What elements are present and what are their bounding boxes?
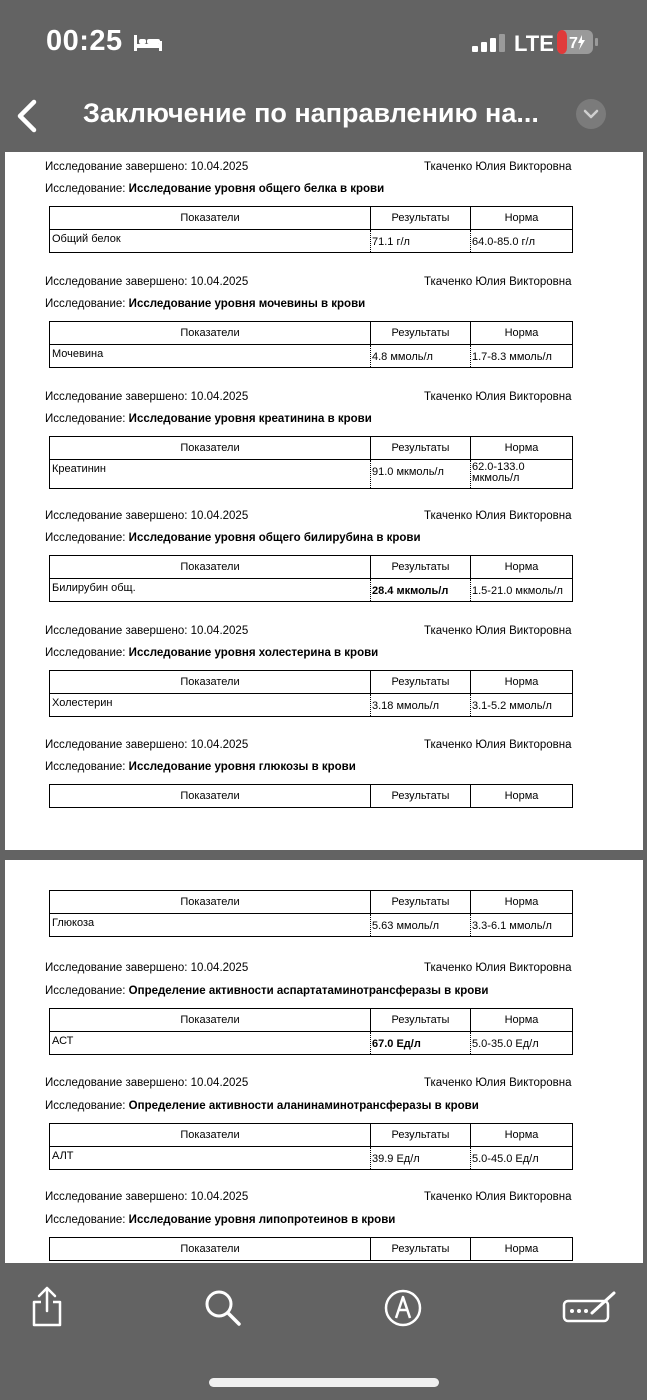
- back-button[interactable]: [10, 94, 46, 138]
- completion-date: Исследование завершено: 10.04.2025: [45, 962, 249, 974]
- results-table: [49, 1123, 573, 1170]
- network-type: LTE: [514, 31, 554, 56]
- col-indicators-header: Показатели: [180, 212, 240, 224]
- doctor-name: Ткаченко Юлия Викторовна: [424, 276, 572, 288]
- study-title: Исследование: Определение активности аспартатаминотрансферазы в крови: [45, 985, 489, 997]
- study-title: Исследование: Исследование уровня липопротеинов в крови: [45, 1214, 396, 1226]
- norm-cell: 62.0-133.0 мкмоль/л: [472, 461, 525, 484]
- doctor-name: Ткаченко Юлия Викторовна: [424, 391, 572, 403]
- completion-date: Исследование завершено: 10.04.2025: [45, 161, 249, 173]
- indicator-cell: Мочевина: [52, 348, 104, 360]
- results-table: [49, 206, 573, 253]
- col-norm-header: Норма: [504, 561, 539, 573]
- results-table: [49, 1008, 573, 1055]
- completion-date: Исследование завершено: 10.04.2025: [45, 510, 249, 522]
- completion-date: Исследование завершено: 10.04.2025: [45, 1077, 249, 1089]
- norm-cell: 3.1-5.2 ммоль/л: [472, 700, 552, 712]
- norm-cell: 3.3-6.1 ммоль/л: [472, 920, 552, 932]
- col-norm-header: Норма: [504, 442, 539, 454]
- sleep-focus-icon: [133, 31, 163, 53]
- col-indicators-header: Показатели: [180, 676, 240, 688]
- indicator-cell: Креатинин: [52, 463, 106, 475]
- col-results-header: Результаты: [391, 1014, 450, 1026]
- table-row: [50, 345, 572, 367]
- indicator-cell: АЛТ: [52, 1150, 74, 1162]
- completion-date: Исследование завершено: 10.04.2025: [45, 391, 249, 403]
- study-title: Исследование: Исследование уровня общего билирубина в крови: [45, 532, 421, 544]
- page-title: Заключение по направлению на...: [83, 98, 539, 128]
- navigation-bar: [0, 90, 647, 152]
- results-table: [49, 890, 573, 937]
- result-cell: 39.9 Ед/л: [372, 1153, 420, 1165]
- doctor-name: Ткаченко Юлия Викторовна: [424, 510, 572, 522]
- col-results-header: Результаты: [391, 1243, 450, 1255]
- chevron-down-icon: [576, 99, 606, 129]
- search-icon[interactable]: [203, 1288, 243, 1328]
- norm-cell: 5.0-35.0 Ед/л: [472, 1038, 539, 1050]
- col-indicators-header: Показатели: [180, 1129, 240, 1141]
- norm-cell: 1.7-8.3 ммоль/л: [472, 351, 552, 363]
- battery-icon: [557, 30, 599, 54]
- norm-cell: 5.0-45.0 Ед/л: [472, 1153, 539, 1165]
- col-norm-header: Норма: [504, 1014, 539, 1026]
- col-norm-header: Норма: [504, 1129, 539, 1141]
- document-page-1: [5, 152, 643, 850]
- study-title: Исследование: Исследование уровня креатинина в крови: [45, 413, 372, 425]
- table-row: [50, 579, 572, 601]
- results-table: [49, 436, 573, 489]
- col-indicators-header: Показатели: [180, 896, 240, 908]
- indicator-cell: Холестерин: [52, 697, 113, 709]
- table-row: [50, 460, 572, 488]
- col-norm-header: Норма: [504, 327, 539, 339]
- result-cell: 5.63 ммоль/л: [372, 920, 440, 932]
- table-row: [50, 230, 572, 252]
- col-norm-header: Норма: [504, 676, 539, 688]
- share-icon[interactable]: [28, 1285, 66, 1329]
- col-results-header: Результаты: [391, 327, 450, 339]
- completion-date: Исследование завершено: 10.04.2025: [45, 276, 249, 288]
- col-norm-header: Норма: [504, 790, 539, 802]
- status-time: 00:25: [46, 25, 123, 57]
- completion-date: Исследование завершено: 10.04.2025: [45, 1191, 249, 1203]
- col-results-header: Результаты: [391, 1129, 450, 1141]
- results-table: [49, 784, 573, 808]
- table-row: [50, 1032, 572, 1054]
- result-cell: 4.8 ммоль/л: [372, 351, 433, 363]
- status-bar: [0, 0, 647, 90]
- svg-text:7: 7: [569, 35, 578, 52]
- study-title: Исследование: Исследование уровня глюкозы в крови: [45, 761, 356, 773]
- col-results-header: Результаты: [391, 442, 450, 454]
- doctor-name: Ткаченко Юлия Викторовна: [424, 962, 572, 974]
- col-indicators-header: Показатели: [180, 1014, 240, 1026]
- result-cell: 91.0 мкмоль/л: [372, 466, 444, 478]
- study-title: Исследование: Исследование уровня мочевины в крови: [45, 298, 366, 310]
- col-results-header: Результаты: [391, 896, 450, 908]
- col-results-header: Результаты: [391, 790, 450, 802]
- study-title: Исследование: Определение активности аланинаминотрансферазы в крови: [45, 1100, 479, 1112]
- markup-icon[interactable]: [383, 1288, 423, 1328]
- col-indicators-header: Показатели: [180, 790, 240, 802]
- result-cell: 28.4 мкмоль/л: [372, 585, 449, 597]
- result-cell: 3.18 ммоль/л: [372, 700, 440, 712]
- results-table: [49, 555, 573, 602]
- table-row: [50, 694, 572, 716]
- completion-date: Исследование завершено: 10.04.2025: [45, 625, 249, 637]
- completion-date: Исследование завершено: 10.04.2025: [45, 739, 249, 751]
- document-page-2: [5, 860, 643, 1263]
- col-indicators-header: Показатели: [180, 327, 240, 339]
- signature-icon[interactable]: [562, 1289, 618, 1325]
- table-row: [50, 914, 572, 936]
- doctor-name: Ткаченко Юлия Викторовна: [424, 161, 572, 173]
- doctor-name: Ткаченко Юлия Викторовна: [424, 1191, 572, 1203]
- results-table: [49, 321, 573, 368]
- col-indicators-header: Показатели: [180, 561, 240, 573]
- doctor-name: Ткаченко Юлия Викторовна: [424, 625, 572, 637]
- col-results-header: Результаты: [391, 212, 450, 224]
- study-title: Исследование: Исследование уровня общего белка в крови: [45, 183, 385, 195]
- result-cell: 71.1 г/л: [372, 236, 410, 248]
- col-results-header: Результаты: [391, 676, 450, 688]
- result-cell: 67.0 Ед/л: [372, 1038, 421, 1050]
- col-indicators-header: Показатели: [180, 442, 240, 454]
- results-table: [49, 670, 573, 717]
- indicator-cell: Общий белок: [52, 233, 121, 245]
- doctor-name: Ткаченко Юлия Викторовна: [424, 739, 572, 751]
- indicator-cell: Билирубин общ.: [52, 582, 136, 594]
- study-title: Исследование: Исследование уровня холестерина в крови: [45, 647, 379, 659]
- table-row: [50, 1147, 572, 1169]
- norm-cell: 1.5-21.0 мкмоль/л: [472, 585, 563, 597]
- col-indicators-header: Показатели: [180, 1243, 240, 1255]
- col-norm-header: Норма: [504, 1243, 539, 1255]
- norm-cell: 64.0-85.0 г/л: [472, 236, 536, 248]
- title-menu-button[interactable]: [576, 99, 606, 129]
- col-norm-header: Норма: [504, 212, 539, 224]
- results-table: [49, 1237, 573, 1261]
- indicator-cell: Глюкоза: [52, 917, 95, 929]
- col-norm-header: Норма: [504, 896, 539, 908]
- doctor-name: Ткаченко Юлия Викторовна: [424, 1077, 572, 1089]
- indicator-cell: АСТ: [52, 1035, 74, 1047]
- signal-icon: [472, 34, 506, 52]
- home-indicator[interactable]: [209, 1378, 439, 1387]
- col-results-header: Результаты: [391, 561, 450, 573]
